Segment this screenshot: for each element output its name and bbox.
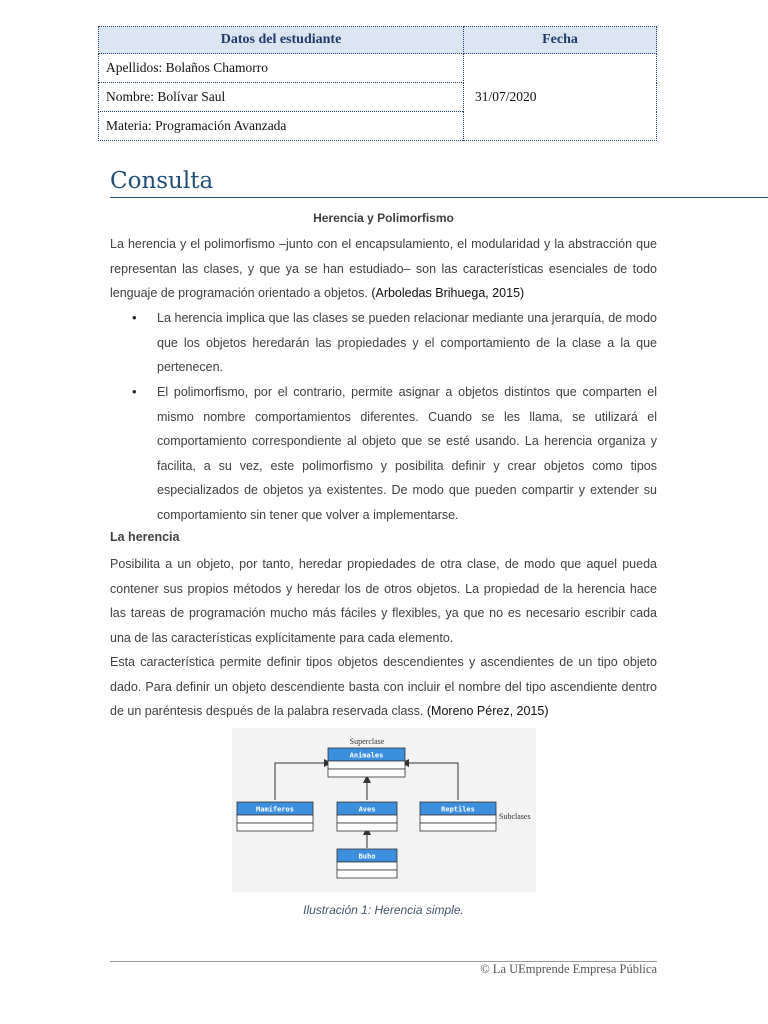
bullet-item-herencia — [132, 306, 657, 380]
paragraph-2-text: Esta característica permite definir tipos objetos descendientes y ascendientes de un tipo objeto dado. Para definir un objeto descendiente basta con incluir el nombre del tipo ascendiente dentro de un paréntesis después de la palabra reservada class. — [110, 655, 657, 719]
inheritance-diagram — [232, 728, 536, 892]
class-box-aves — [337, 802, 397, 831]
class-name-buho: Buho — [358, 852, 376, 861]
date-header: Fecha — [464, 27, 657, 54]
bullet-icon: • — [132, 310, 137, 325]
paragraph-2-citation: (Moreno Pérez, 2015) — [426, 704, 549, 719]
herencia-paragraph-2 — [110, 650, 657, 724]
class-name-aves: Aves — [358, 805, 376, 814]
class-box-animales — [328, 748, 405, 777]
document-title: Herencia y Polimorfismo — [313, 211, 454, 225]
class-box-mamiferos — [237, 802, 313, 831]
subclasses-label: Subclases — [499, 812, 531, 821]
class-name-animales: Animales — [349, 751, 384, 760]
heading-underline — [110, 197, 768, 198]
figure-caption: Ilustración 1: Herencia simple. — [303, 903, 464, 917]
bullet-icon: • — [132, 384, 137, 399]
surname-cell: Apellidos: Bolaños Chamorro — [99, 54, 464, 83]
superclass-label: Superclase — [349, 737, 385, 746]
footer-copyright: © La UEmprende Empresa Pública — [480, 962, 657, 976]
intro-text: La herencia y el polimorfismo –junto con el encapsulamiento, el modularidad y la abstracción que representan las clases, y que ya se han estudiado– son las características esenciales de todo lenguaje de programación orientado a objetos. — [110, 237, 657, 301]
intro-citation: (Arboledas Brihuega, 2015) — [371, 286, 525, 301]
student-data-header: Datos del estudiante — [99, 27, 464, 54]
class-box-buho — [337, 849, 397, 878]
bullet-text: La herencia implica que las clases se pueden relacionar mediante una jerarquía, de modo que los objetos heredarán las propiedades y el comportamiento de la clase a la que pertenecen. — [157, 311, 657, 375]
class-box-reptiles — [420, 802, 496, 831]
uml-diagram-svg — [232, 728, 536, 892]
intro-paragraph — [110, 232, 657, 306]
class-name-mamiferos: Mamíferos — [256, 805, 294, 814]
date-cell: 31/07/2020 — [464, 54, 657, 141]
page-heading: Consulta — [110, 168, 214, 194]
herencia-paragraph-1: Posibilita a un objeto, por tanto, heredar propiedades de otra clase, de modo que aquel pueda contener sus propios métodos y heredar los de otros objetos. La propiedad de la herencia hace las tareas de programación mucho más fáciles y flexibles, ya que no es necesario escribir cada una de las características explícitamente para cada elemento. — [110, 557, 657, 645]
class-name-reptiles: Reptiles — [441, 805, 475, 814]
bullet-item-polimorfismo — [132, 380, 657, 528]
name-cell: Nombre: Bolívar Saul — [99, 83, 464, 112]
subject-cell: Materia: Programación Avanzada — [99, 112, 464, 141]
student-info-table — [98, 26, 657, 141]
subheading-herencia: La herencia — [110, 530, 180, 544]
bullet-text: El polimorfismo, por el contrario, permite asignar a objetos distintos que comparten el mismo nombre comportamientos diferentes. Cuando se les llama, se utilizará el comportamiento correspondiente al objeto que se esté usando. La herencia organiza y facilita, a su vez, este polimorfismo y posibilita definir y crear objetos como tipos especializados de objetos ya existentes. De modo que pueden compartir y extender su comportamiento sin tener que volver a implementarse. — [157, 385, 657, 522]
